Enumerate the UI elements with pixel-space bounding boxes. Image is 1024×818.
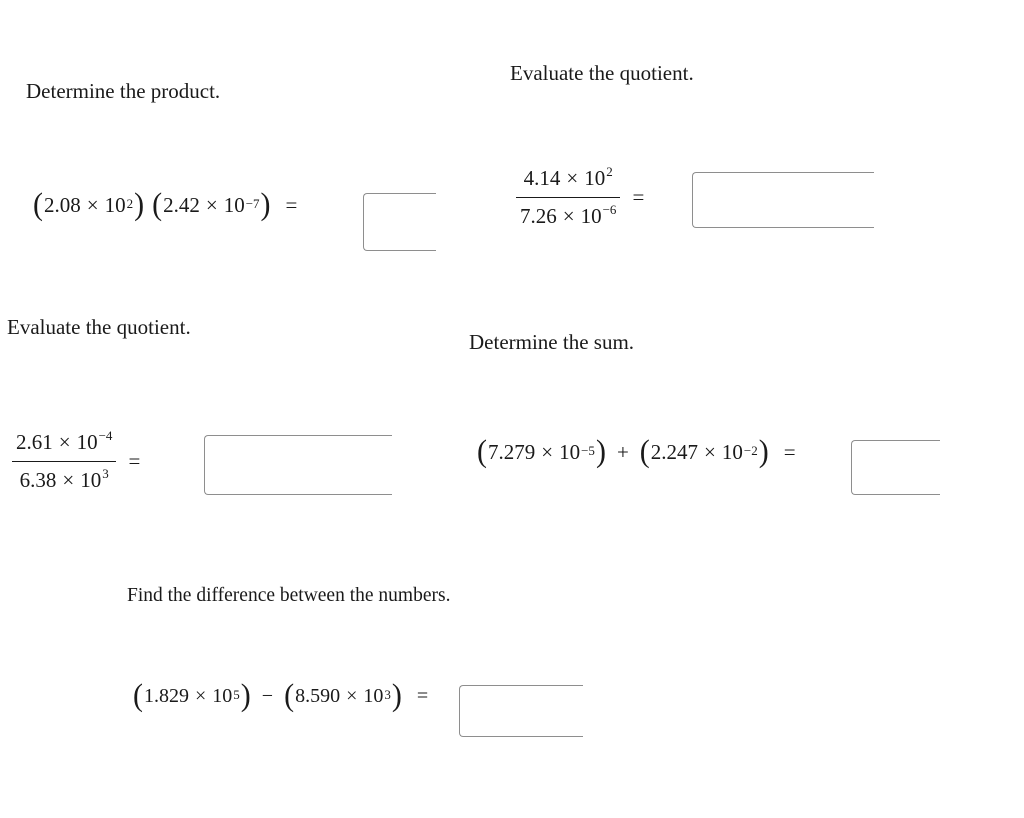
term-b-base: 10	[223, 192, 245, 217]
paren-close: )	[391, 678, 402, 713]
product-prompt: Determine the product.	[26, 79, 221, 103]
numerator-exponent: 2	[606, 164, 613, 179]
times-sign: ×	[541, 439, 554, 464]
sum-answer-input[interactable]	[852, 441, 940, 494]
term-b-mantissa: 8.590	[295, 684, 341, 707]
paren-open: (	[152, 187, 163, 222]
numerator-exponent: −4	[98, 428, 113, 443]
numerator	[520, 166, 617, 197]
paren-open: (	[133, 678, 143, 713]
equals-sign: =	[783, 439, 796, 464]
denominator-exponent: 3	[102, 466, 109, 481]
quotient-top-answer-box[interactable]	[692, 172, 874, 228]
numerator-base: 10	[584, 166, 606, 190]
term-a-mantissa: 2.08	[44, 192, 81, 217]
equals-sign: =	[632, 185, 645, 209]
denominator-mantissa: 7.26	[520, 204, 557, 228]
times-sign: ×	[86, 192, 99, 217]
quotient-left-prompt: Evaluate the quotient.	[7, 315, 191, 339]
paren-close: )	[260, 187, 271, 222]
quotient-top-prompt: Evaluate the quotient.	[510, 61, 694, 85]
paren-close: )	[758, 434, 769, 469]
times-sign: ×	[562, 204, 575, 228]
numerator-mantissa: 2.61	[16, 430, 53, 454]
numerator-mantissa: 4.14	[523, 166, 561, 190]
times-sign: ×	[58, 430, 71, 454]
numerator-base: 10	[76, 430, 98, 454]
times-sign: ×	[62, 468, 75, 492]
times-sign: ×	[205, 192, 218, 217]
times-sign: ×	[704, 439, 716, 464]
paren-open: (	[477, 434, 487, 469]
term-a-mantissa: 1.829	[144, 684, 189, 707]
term-b-base: 10	[363, 684, 384, 707]
denominator-base: 10	[580, 204, 602, 228]
product-expression: ( 2.08 × 10 $^2$ ) ( 2.42 × 10 $^{-7}$ ) =	[33, 187, 298, 222]
equals-sign: =	[128, 449, 141, 473]
quotient-top-expression	[516, 166, 644, 229]
term-b-mantissa: 2.42	[163, 192, 200, 217]
product-answer-input[interactable]	[364, 194, 436, 250]
quotient-top-answer-input[interactable]	[693, 173, 874, 227]
sum-expression: ( 7.279 × 10 $^{-5}$ ) + ( 2.247 × 10 $^{-2}$ ) =	[477, 434, 796, 469]
term-a-base: 10	[104, 192, 126, 217]
term-a-mantissa: 7.279	[488, 439, 536, 464]
paren-open: (	[639, 434, 650, 469]
product-answer-box[interactable]	[363, 193, 436, 251]
sum-prompt: Determine the sum.	[469, 330, 635, 354]
minus-sign: −	[261, 684, 274, 707]
equals-sign: =	[416, 684, 429, 707]
term-a-base: 10	[212, 684, 233, 707]
fraction	[12, 430, 116, 493]
paren-open: (	[33, 187, 43, 222]
quotient-left-answer-box[interactable]	[204, 435, 392, 495]
term-a-base: 10	[559, 439, 581, 464]
difference-expression: ( 1.829 × 10 $^5$ ) − ( 8.590 × 10 $^3$ ) =	[133, 678, 429, 713]
times-sign: ×	[566, 166, 579, 190]
denominator	[516, 198, 620, 229]
difference-answer-input[interactable]	[460, 686, 583, 736]
plus-sign: +	[616, 439, 629, 464]
sum-answer-box[interactable]	[851, 440, 940, 495]
denominator-base: 10	[80, 468, 102, 492]
times-sign: ×	[195, 684, 207, 707]
difference-answer-box[interactable]	[459, 685, 583, 737]
times-sign: ×	[346, 684, 358, 707]
term-b-base: 10	[721, 439, 743, 464]
numerator	[12, 430, 116, 461]
quotient-left-answer-input[interactable]	[205, 436, 392, 494]
paren-close: )	[134, 187, 145, 222]
paren-close: )	[595, 434, 606, 469]
paren-open: (	[284, 678, 295, 713]
difference-prompt: Find the difference between the numbers.	[127, 585, 451, 606]
equals-sign: =	[285, 192, 298, 217]
fraction	[516, 166, 620, 229]
denominator	[16, 462, 113, 493]
term-b-mantissa: 2.247	[650, 439, 699, 464]
paren-close: )	[240, 678, 251, 713]
denominator-exponent: −6	[602, 202, 617, 217]
denominator-mantissa: 6.38	[19, 468, 57, 492]
quotient-left-expression	[12, 430, 140, 493]
